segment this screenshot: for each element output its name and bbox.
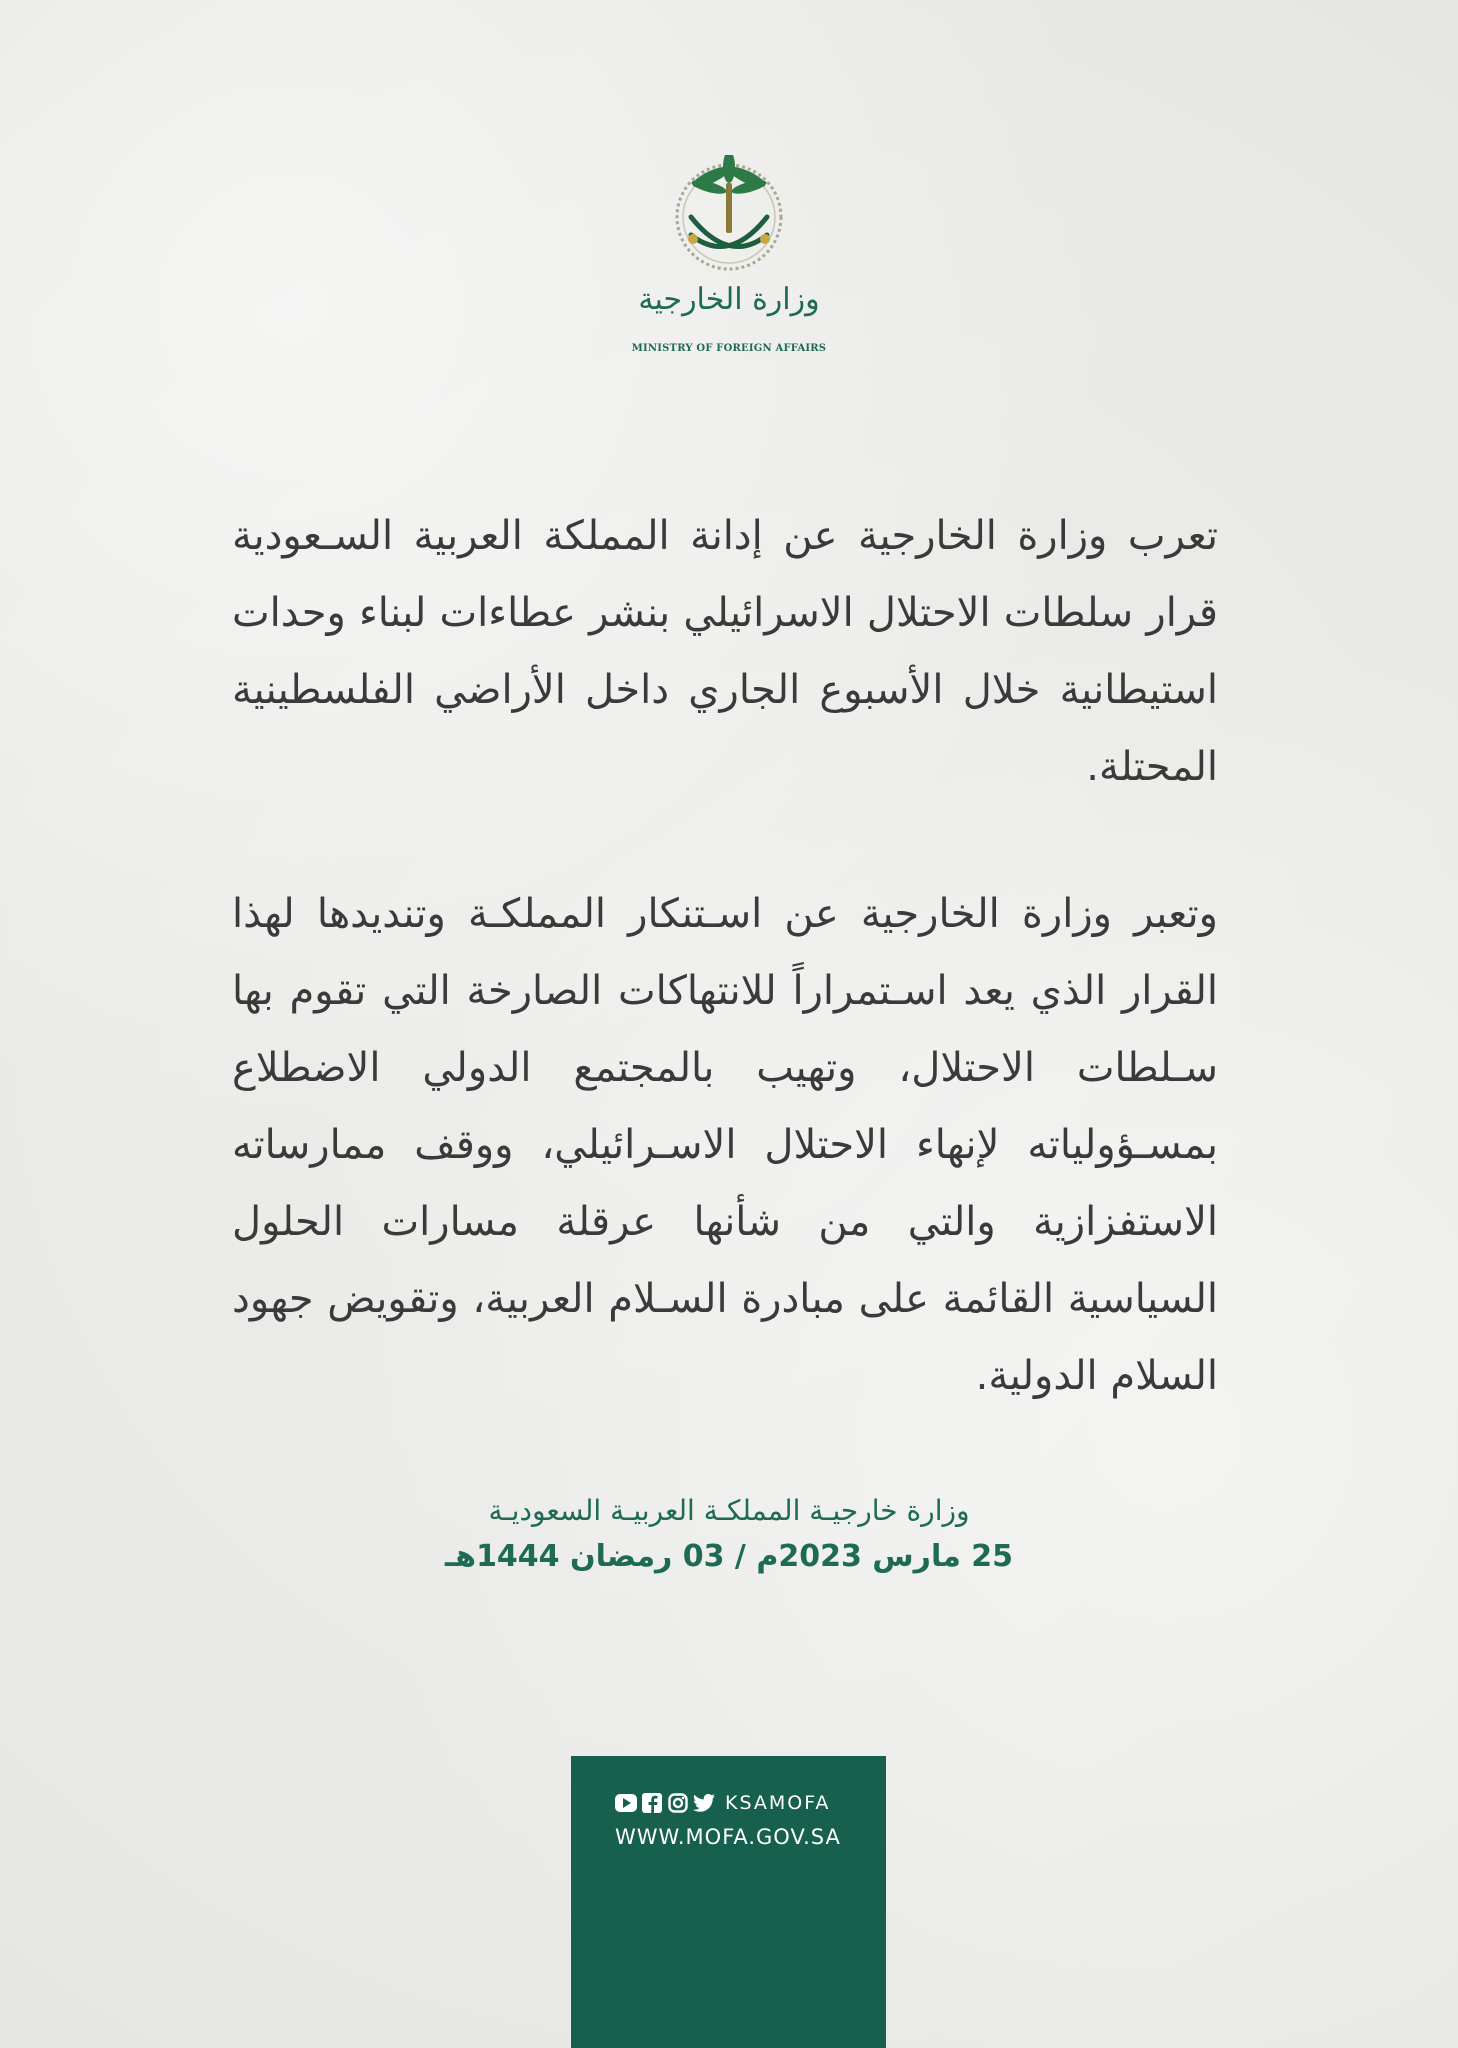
ministry-emblem	[639, 155, 819, 365]
footer-contact-box	[571, 1756, 886, 2048]
youtube-icon[interactable]	[615, 1792, 637, 1814]
statement-paragraph: وتعبر وزارة الخارجية عن اسـتنكار المملكـة وتنديدها لهذا القرار الذي يعد اسـتمراراً للانتهاكات الصارخة التي تقوم بها سـلطات الاحتلال، وتهيب بالمجتمع الدولي الاضطلاع بمسـؤولياته لإنهاء الاحتلال الاسـرائيلي، ووقف ممارساته الاستفزازية والتي من شأنها عرقلة مسارات الحلول السياسية القائمة على مبادرة السـلام العربية، وتقويض جهود السلام الدولية.	[232, 891, 1218, 1399]
statement-body	[232, 498, 1218, 1415]
saudi-palm-swords-emblem-icon	[639, 155, 819, 285]
ministry-name-english: MINISTRY OF FOREIGN AFFAIRS	[631, 343, 827, 354]
twitter-icon[interactable]	[693, 1792, 715, 1814]
signature-block	[329, 1488, 1129, 1580]
facebook-icon[interactable]	[641, 1792, 663, 1814]
ministry-name-arabic: وزارة الخارجية	[638, 282, 820, 317]
social-handle: KSAMOFA	[725, 1792, 831, 1814]
website-link[interactable]: WWW.MOFA.GOV.SA	[615, 1825, 841, 1849]
social-links	[615, 1792, 830, 1814]
issuer-name: وزارة خارجيـة المملكـة العربيـة السعوديـة	[488, 1494, 970, 1527]
statement-date: 25 مارس 2023م / 03 رمضان 1444هـ	[445, 1539, 1013, 1574]
statement-paragraph: تعرب وزارة الخارجية عن إدانة المملكة العربية السـعودية قرار سلطات الاحتلال الاسرائيلي بنشر عطاءات لبناء وحدات استيطانية خلال الأسبوع الجاري داخل الأراضي الفلسطينية المحتلة.	[232, 513, 1218, 790]
instagram-icon[interactable]	[667, 1792, 689, 1814]
